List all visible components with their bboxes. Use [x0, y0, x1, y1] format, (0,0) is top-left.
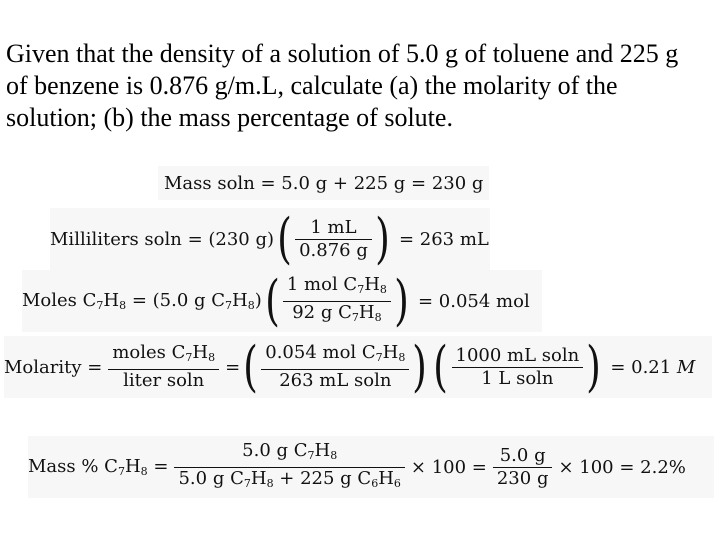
moles-result: = 0.054 mol: [417, 290, 530, 312]
molarity-definition-fraction: $\frac{moles C_7H_8}{\text{liter soln}}$: [108, 342, 219, 392]
moles-lhs: Moles $C_7H_8 = (5.0$ g $C_7H_8$): [22, 290, 262, 312]
masspct-result: × 100 = 2.2%: [558, 456, 686, 478]
moles-toluene-equation: [22, 270, 542, 332]
problem-statement: Given that the density of a solution of 5.0 g of toluene and 225 g of benzene is 0.876 g/m.L, calculate (a) the molarity of the solution; (b) the mass percentage of solute.: [6, 39, 679, 132]
masspct-times-100: × 100 =: [410, 456, 487, 478]
molarity-moles-factor: ( $\frac{0.054 mol C_7H_8}{\text{263 mL soln}}$ ): [243, 335, 428, 398]
masspct-simplified-fraction: $\frac{5.0 g}{230 g}$: [493, 445, 553, 490]
molarity-volume-factor: ( $\frac{\text{1000 mL soln}}{\text{1 L soln}}$ ): [433, 335, 602, 398]
ml-lhs: Milliliters soln = (230 g): [50, 228, 275, 250]
mass-solution-equation: [158, 166, 489, 200]
moles-denominator: 92 g $C_7H_8$: [292, 301, 382, 324]
ml-denominator: 0.876 g: [299, 239, 368, 261]
ml-numerator: 1 mL: [310, 216, 357, 238]
milliliters-solution-equation: [50, 208, 490, 270]
molarity-equation: [4, 336, 712, 398]
masspct-fraction: $\frac{5.0 g C_7H_8}{5.0 g C_7H_8 + 225 g C_6H_6}$: [174, 440, 404, 495]
mass-solution-text: Mass soln = 5.0 g + 225 g = 230 g: [164, 172, 484, 194]
moles-conversion-factor: ( $\frac{1 mol C_7H_8}{92 g C_7H_8}$ ): [264, 269, 409, 332]
molarity-equals: =: [225, 356, 241, 378]
ml-result: = 263 mL: [398, 228, 489, 250]
molarity-result: = 0.21 M: [610, 356, 696, 378]
molarity-lhs: Molarity =: [4, 356, 103, 378]
masspct-lhs: Mass % $C_7H_8$ =: [28, 456, 169, 478]
mass-percent-equation: [28, 436, 714, 498]
ml-conversion-factor: ( $\frac{1 mL}{0.876 g}$ ): [277, 207, 390, 270]
moles-numerator: 1 mol $C_7H_8$: [286, 273, 387, 296]
